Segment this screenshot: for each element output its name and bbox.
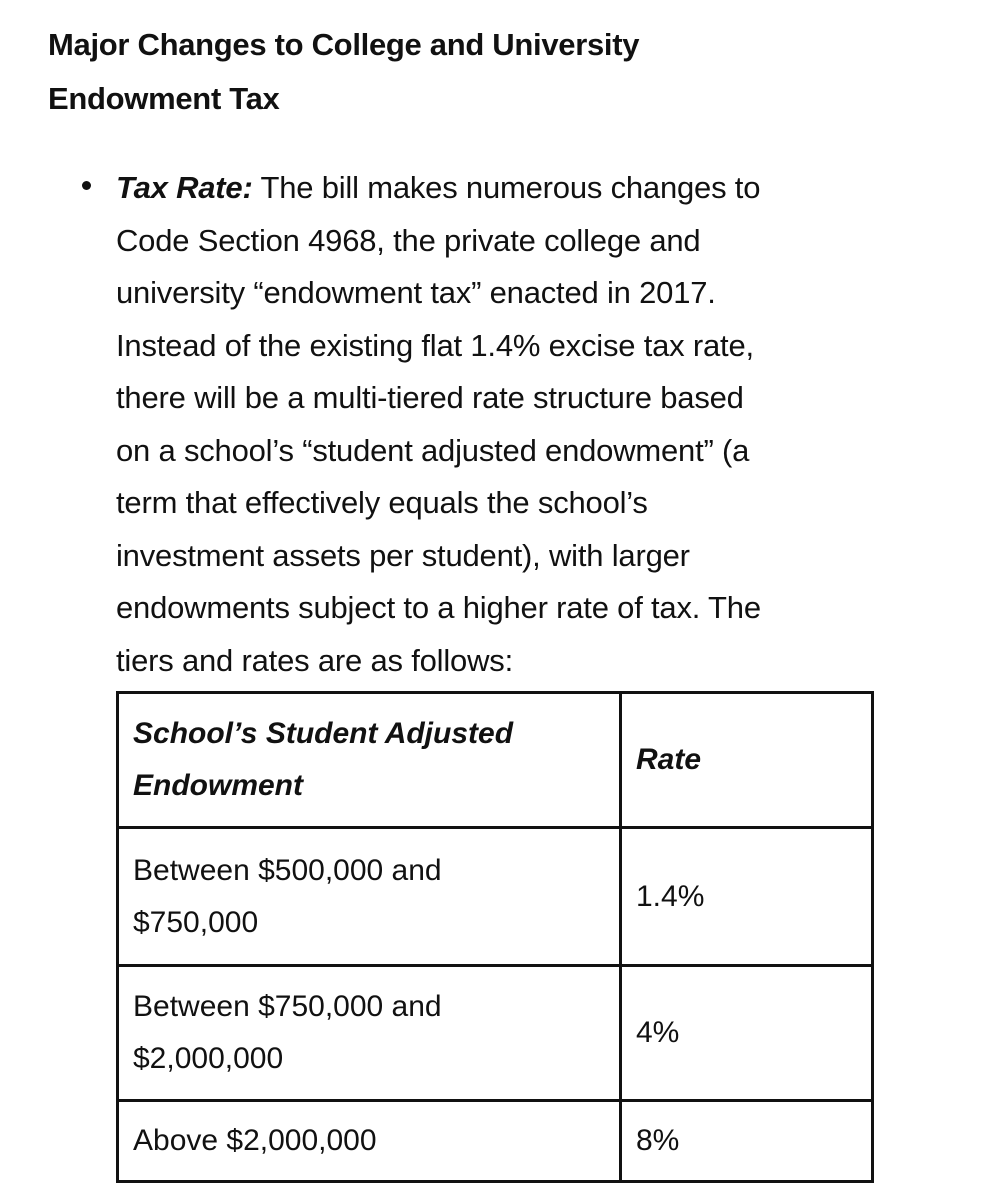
bullet-line: tiers and rates are as follows:	[116, 642, 513, 678]
cell-rate: 1.4%	[621, 828, 873, 966]
header-rate: Rate	[621, 693, 873, 828]
bullet-line: term that effectively equals the school’s	[116, 485, 648, 520]
bullet-line: endowments subject to a higher rate of tax. The	[116, 590, 761, 625]
bullet-line: university “endowment tax” enacted in 2017.	[116, 275, 716, 310]
bullet-line: there will be a multi-tiered rate structure based	[116, 380, 744, 415]
table-row	[118, 828, 873, 966]
bullet-lead-label: Tax Rate:	[116, 170, 253, 205]
cell-rate: 4%	[621, 966, 873, 1101]
heading-line: Major Changes to College and University	[48, 27, 640, 62]
table-row	[118, 1101, 873, 1182]
heading-line: Endowment Tax	[48, 81, 280, 116]
tax-rate-table	[116, 691, 874, 1183]
bullet-dot-icon	[82, 181, 91, 190]
cell-rate: 8%	[621, 1101, 873, 1182]
range-line: Between $750,000 and	[133, 990, 442, 1023]
cell-endowment-range	[118, 966, 621, 1101]
bullet-line: Code Section 4968, the private college and	[116, 222, 701, 258]
header-endowment-line: Endowment	[133, 769, 303, 802]
table-row	[118, 966, 873, 1101]
cell-endowment-range	[118, 1101, 621, 1182]
range-line: $2,000,000	[133, 1042, 284, 1075]
range-line: Between $500,000 and	[133, 853, 442, 887]
bullet-text: The bill makes numerous changes to	[252, 170, 761, 205]
header-endowment	[118, 693, 621, 828]
range-line: Above $2,000,000	[133, 1124, 377, 1157]
bullet-line: Instead of the existing flat 1.4% excise tax rate,	[116, 327, 754, 363]
range-line: $750,000	[133, 905, 259, 939]
bullet-line: on a school’s “student adjusted endowment” (a	[116, 432, 750, 468]
bullet-line: investment assets per student), with larger	[116, 537, 690, 573]
cell-endowment-range	[118, 828, 621, 966]
table-header-row	[118, 693, 873, 828]
section-heading	[48, 18, 768, 126]
bullet-line	[116, 162, 876, 215]
header-endowment-line: School’s Student Adjusted	[133, 717, 514, 750]
bullet-item-tax-rate	[116, 162, 876, 687]
